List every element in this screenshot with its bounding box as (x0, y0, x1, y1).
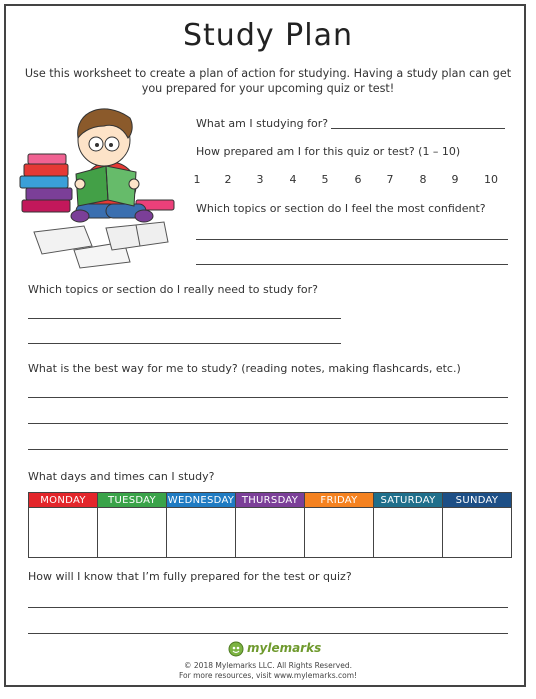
day-cell-wednesday[interactable] (167, 508, 236, 558)
scale-10[interactable]: 10 (484, 173, 498, 186)
answer-line[interactable] (331, 128, 505, 129)
question-studying-for: What am I studying for? (196, 117, 329, 130)
book (20, 176, 68, 188)
answer-line[interactable] (28, 633, 508, 634)
answer-line[interactable] (28, 607, 508, 608)
mylemarks-logo (228, 641, 322, 657)
question-need-to-study: Which topics or section do I really need to study for? (28, 283, 318, 296)
scale-2[interactable]: 2 (224, 173, 232, 186)
kid-reading-illustration (14, 104, 184, 272)
scale-4[interactable]: 4 (289, 173, 297, 186)
answer-line[interactable] (28, 423, 508, 424)
scale-6[interactable]: 6 (354, 173, 362, 186)
day-cells-row (29, 508, 512, 558)
answer-line[interactable] (28, 449, 508, 450)
scale-8[interactable]: 8 (419, 173, 427, 186)
question-preparedness: How prepared am I for this quiz or test? (1 – 10) (196, 145, 461, 158)
answer-line[interactable] (196, 264, 508, 265)
copyright-text: © 2018 Mylemarks LLC. All Rights Reserved. (184, 661, 352, 670)
book (28, 154, 66, 164)
day-header-friday: FRIDAY (305, 493, 374, 508)
day-header-row (29, 493, 512, 508)
scale-1[interactable]: 1 (193, 173, 201, 186)
day-cell-friday[interactable] (305, 508, 374, 558)
book (24, 164, 68, 176)
day-header-monday: MONDAY (29, 493, 98, 508)
day-cell-saturday[interactable] (374, 508, 443, 558)
shoe (71, 210, 89, 222)
answer-line[interactable] (28, 318, 341, 319)
open-book (106, 222, 168, 250)
day-header-tuesday: TUESDAY (98, 493, 167, 508)
day-cell-thursday[interactable] (236, 508, 305, 558)
scale-7[interactable]: 7 (386, 173, 394, 186)
book (22, 200, 70, 212)
question-fully-prepared: How will I know that I’m fully prepared for the test or quiz? (28, 570, 352, 583)
weekly-schedule-table (28, 492, 512, 558)
answer-line[interactable] (28, 343, 341, 344)
book (26, 188, 72, 200)
scale-3[interactable]: 3 (256, 173, 264, 186)
day-header-wednesday: WEDNESDAY (167, 494, 235, 506)
page-title: Study Plan (183, 18, 353, 53)
intro-text: Use this worksheet to create a plan of action for studying. Having a study plan can get you prepared for your upcoming quiz or test! (24, 67, 512, 95)
day-cell-monday[interactable] (29, 508, 98, 558)
question-best-way: What is the best way for me to study? (reading notes, making flashcards, etc.) (28, 362, 461, 375)
shoe (135, 210, 153, 222)
answer-line[interactable] (196, 239, 508, 240)
day-header-thursday: THURSDAY (236, 493, 305, 508)
scale-9[interactable]: 9 (451, 173, 459, 186)
day-header-saturday: SATURDAY (374, 493, 443, 508)
day-header-sunday: SUNDAY (443, 493, 512, 508)
scale-5[interactable]: 5 (321, 173, 329, 186)
answer-line[interactable] (28, 397, 508, 398)
question-days-times: What days and times can I study? (28, 470, 215, 483)
day-cell-tuesday[interactable] (98, 508, 167, 558)
resources-text: For more resources, visit www.mylemarks.com! (178, 671, 358, 680)
logo-wordmark: mylemarks (247, 641, 322, 655)
day-cell-sunday[interactable] (443, 508, 512, 558)
logo-emblem-icon (228, 641, 244, 657)
question-confident-topics: Which topics or section do I feel the most confident? (196, 202, 486, 215)
